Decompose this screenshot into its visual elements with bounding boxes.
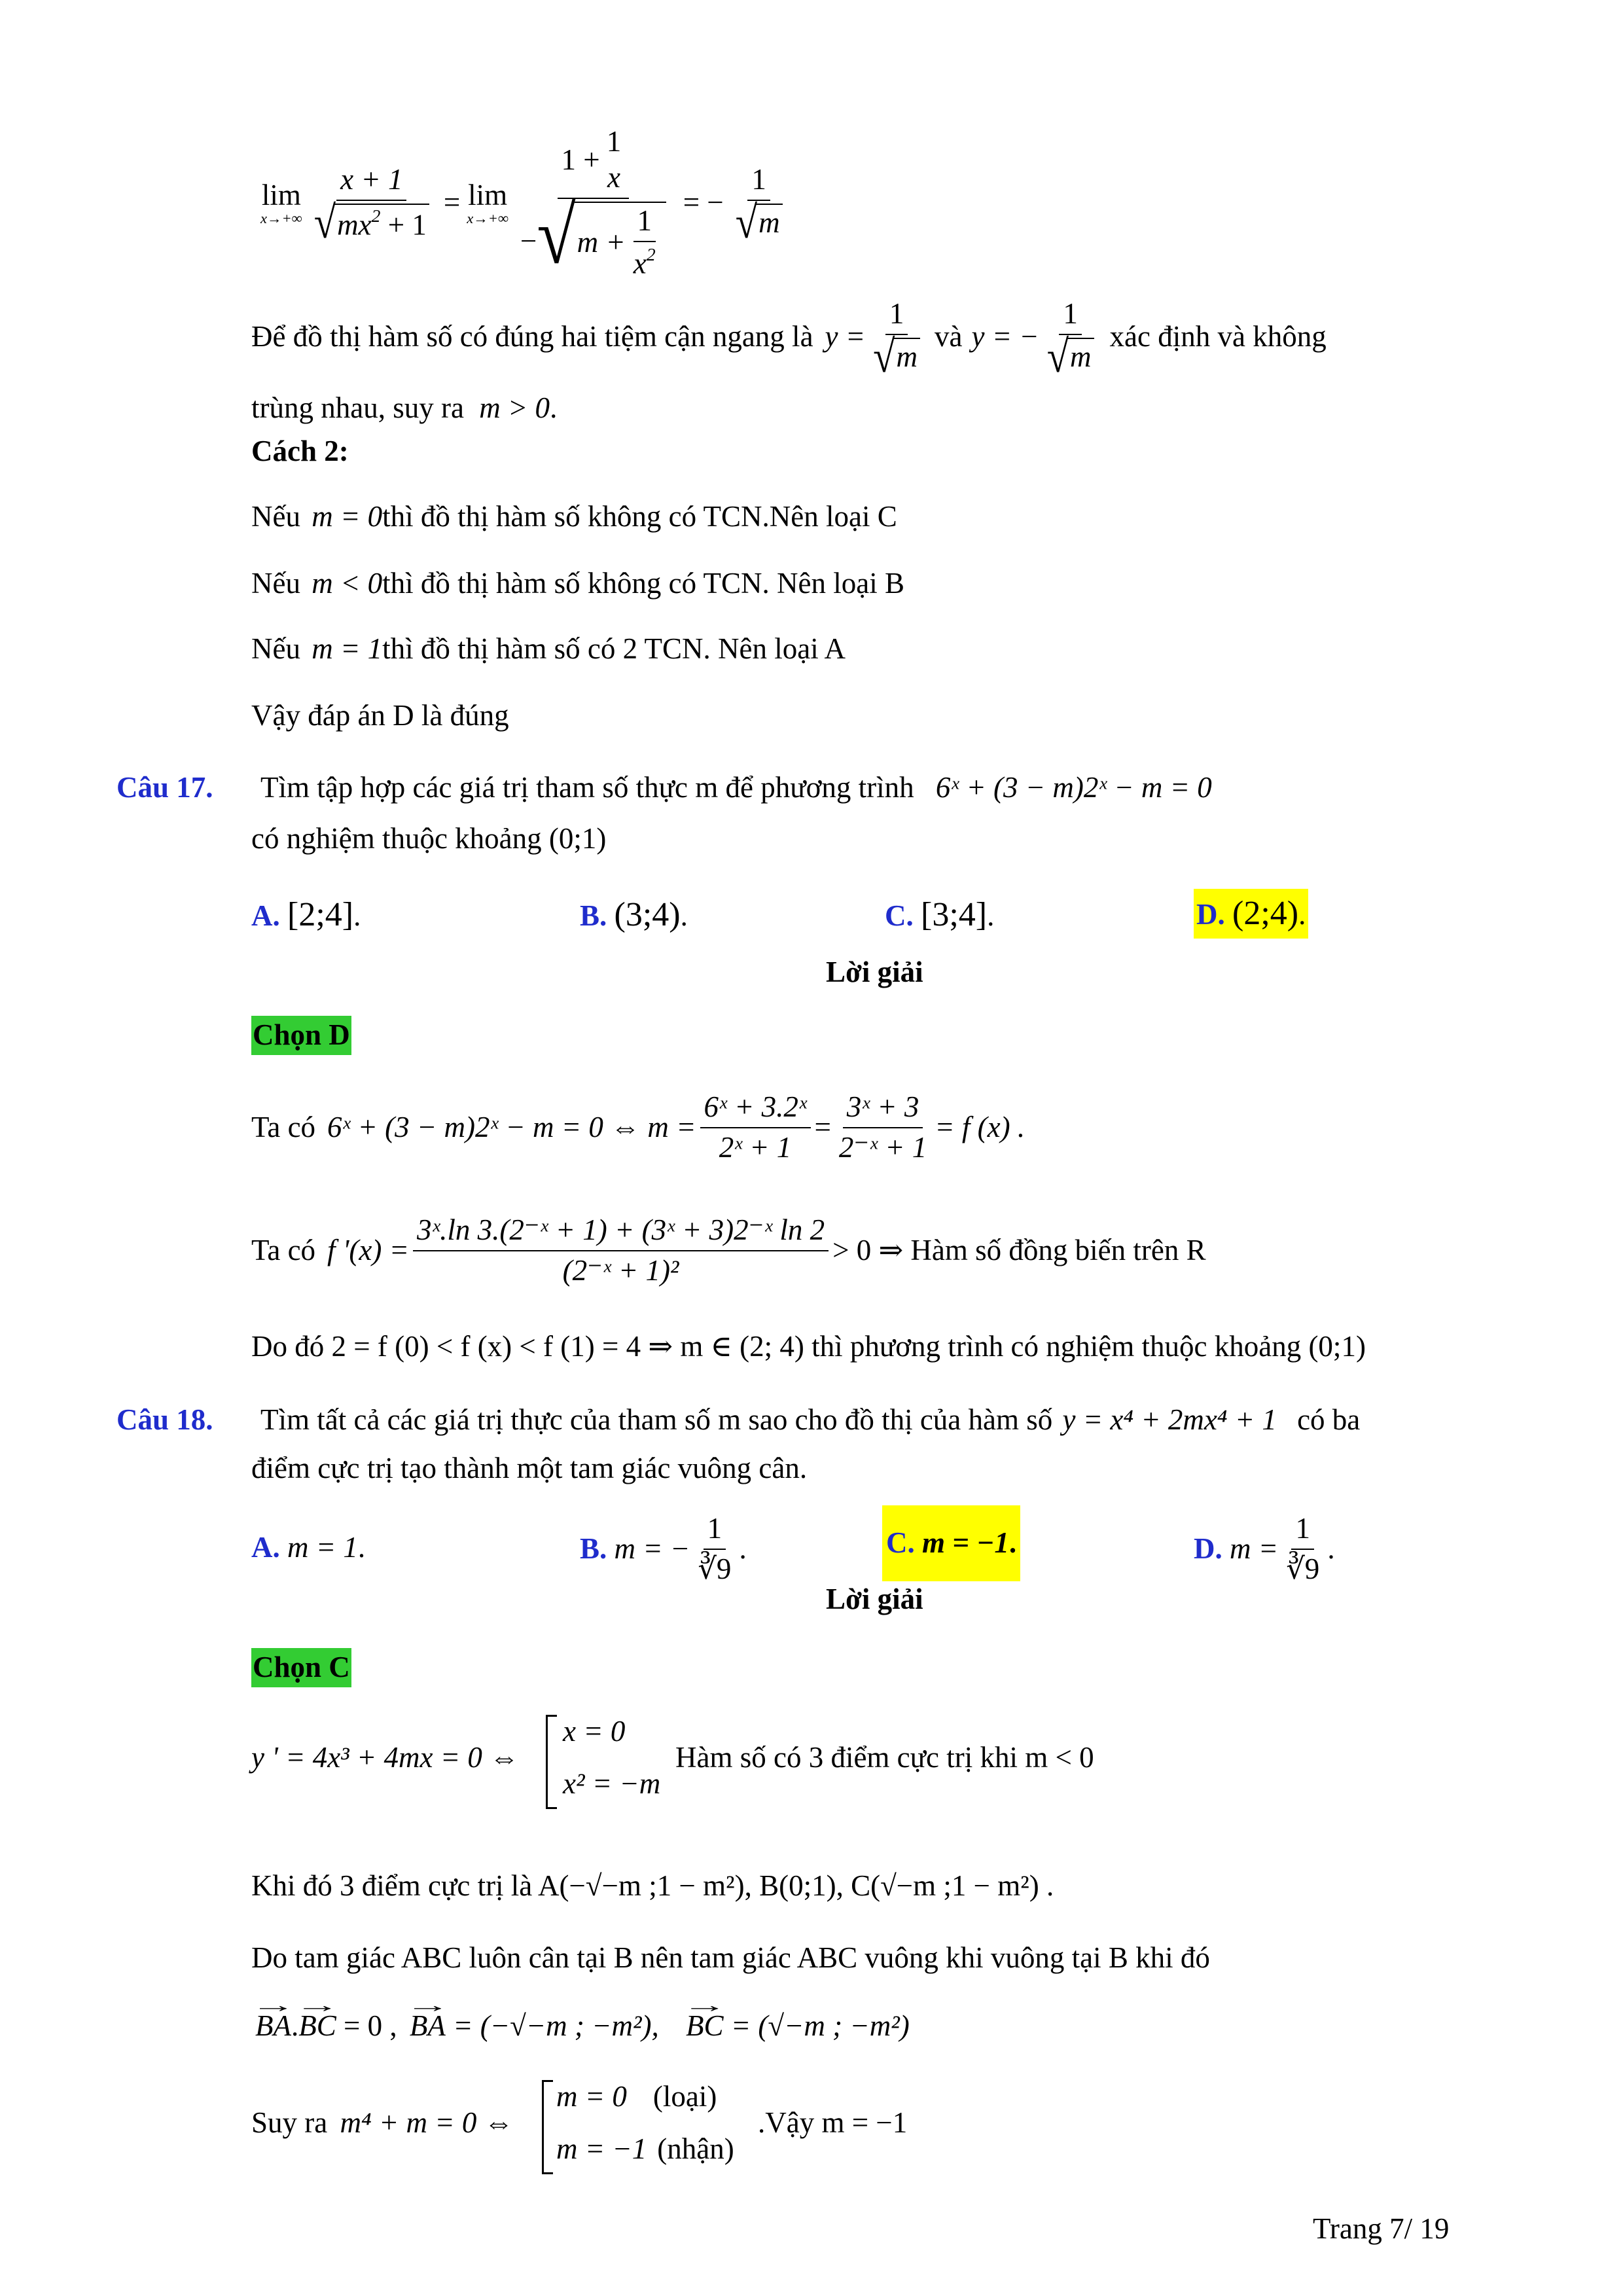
limit-fraction-1: x + 1 √ $mx^2 + 1$	[310, 163, 433, 243]
q18-vector-line: → BA.→ BC = 0 , → BA = (−√−m ; −m²), → BC = (√−m ; −m²)	[255, 2009, 910, 2043]
limit-result-fraction: 1 √ m	[732, 163, 787, 243]
q18-option-c: C. m = −1 .	[882, 1505, 1020, 1581]
q17-option-d: D. (2;4).	[1194, 889, 1308, 939]
deriv-case-2: x² = −m	[563, 1767, 661, 1800]
asymptote-sentence: Để đồ thị hàm số có đúng hai tiệm cận ngang là y = 1 √ m và y = − 1 √ m xác định và không	[251, 296, 1327, 382]
lim-operator-2: lim x→+∞	[467, 179, 508, 226]
final-conclusion: .Vậy m = −1	[758, 2106, 908, 2139]
question-17-line2: có nghiệm thuộc khoảng (0;1)	[251, 822, 607, 855]
limit-fraction-2: 1 + 1 x − √ m + $\frac{1}{x^2}$	[516, 125, 670, 281]
q17-step-1: Ta có 6ˣ + (3 − m)2ˣ − m = 0 ⇔ m = $\frac{\text{6ˣ + 3.2ˣ}}{\text{2ˣ + 1}}$ = $\frac{\text{3ˣ + 3}}{\text{2⁻ˣ + 1}}$ = f (x) .	[251, 1090, 1026, 1164]
q18-chosen-answer: Chọn C	[251, 1648, 351, 1687]
page-number: Trang 7/ 19	[1313, 2212, 1450, 2245]
q18-option-d: D. m = $\frac{1}{∛9}$ .	[1194, 1512, 1335, 1585]
final-case-1: m = 0 (loại)	[556, 2080, 717, 2113]
case-line-3: Nếu m = 1thì đồ thị hàm số có 2 TCN. Nên loại A	[251, 632, 846, 665]
q17-option-a: A. [2;4].	[251, 896, 361, 933]
q17-step-3: Do đó 2 = f (0) < f (x) < f (1) = 4 ⇒ m ∈ (2; 4) thì phương trình có nghiệm thuộc khoảng (0;1)	[251, 1330, 1366, 1363]
case-line-2: Nếu m < 0thì đồ thị hàm số không có TCN. Nên loại B	[251, 567, 904, 600]
q17-chosen-answer: Chọn D	[251, 1016, 351, 1055]
q17-option-c: C. [3;4].	[885, 896, 995, 933]
lim-operator-1: lim x→+∞	[260, 179, 302, 226]
question-18-line2: điểm cực trị tạo thành một tam giác vuông cân.	[251, 1452, 808, 1484]
limit-formula: lim x→+∞ x + 1 √ $mx^2 + 1$ = lim x→+∞ 1 + 1 x − √ m + $\frac{1}{x^2}$ = − 1 √ m	[260, 118, 791, 288]
q18-triangle-sentence: Do tam giác ABC luôn cân tại B nên tam giác ABC vuông khi vuông tại B khi đó	[251, 1941, 1210, 1974]
case-bracket-1	[546, 1715, 557, 1809]
question-17-text: Tìm tập hợp các giá trị tham số thực m để phương trình 6ˣ + (3 − m)2ˣ − m = 0	[260, 771, 1212, 804]
verdict-line: Vậy đáp án D là đúng	[251, 699, 509, 732]
final-case-2: m = −1 (nhận)	[556, 2132, 734, 2165]
q17-option-b: B. (3;4).	[580, 896, 688, 933]
case-line-1: Nếu m = 0thì đồ thị hàm số không có TCN.Nên loại C	[251, 500, 897, 533]
question-17-label: Câu 17.	[116, 771, 213, 804]
q17-step-2: Ta có f '(x) = $\frac{\text{3ˣ.ln 3.(2⁻ˣ + 1) + (3ˣ + 3)2⁻ˣ ln 2}}{\text{(2⁻ˣ + 1)²}}$ > 0 ⇒ Hàm số đồng biến trên R	[251, 1213, 1206, 1287]
q18-solution-title: Lời giải	[826, 1583, 923, 1615]
q17-solution-title: Lời giải	[826, 956, 923, 988]
q18-final-equation: Suy ra m⁴ + m = 0 ⇔	[251, 2106, 514, 2139]
q18-option-b: B. m = − $\frac{1}{∛9}$ .	[580, 1512, 747, 1585]
question-18-text: Tìm tất cả các giá trị thực của tham số m sao cho đồ thị của hàm số y = x⁴ + 2mx⁴ + 1 có ba	[260, 1403, 1361, 1436]
q18-extrema-points: Khi đó 3 điểm cực trị là A(−√−m ;1 − m²), B(0;1), C(√−m ;1 − m²) .	[251, 1869, 1054, 1902]
conclusion-line: trùng nhau, suy ra m > 0.	[251, 391, 558, 424]
method-2-title: Cách 2:	[251, 435, 349, 467]
question-18-label: Câu 18.	[116, 1403, 213, 1436]
q18-derivative: y ' = 4x³ + 4mx = 0 ⇔	[251, 1741, 520, 1774]
q18-option-a: A. m = 1 .	[251, 1531, 366, 1564]
deriv-conclusion: Hàm số có 3 điểm cực trị khi m < 0	[675, 1741, 1094, 1774]
case-bracket-2	[542, 2080, 553, 2174]
deriv-case-1: x = 0	[563, 1715, 626, 1748]
